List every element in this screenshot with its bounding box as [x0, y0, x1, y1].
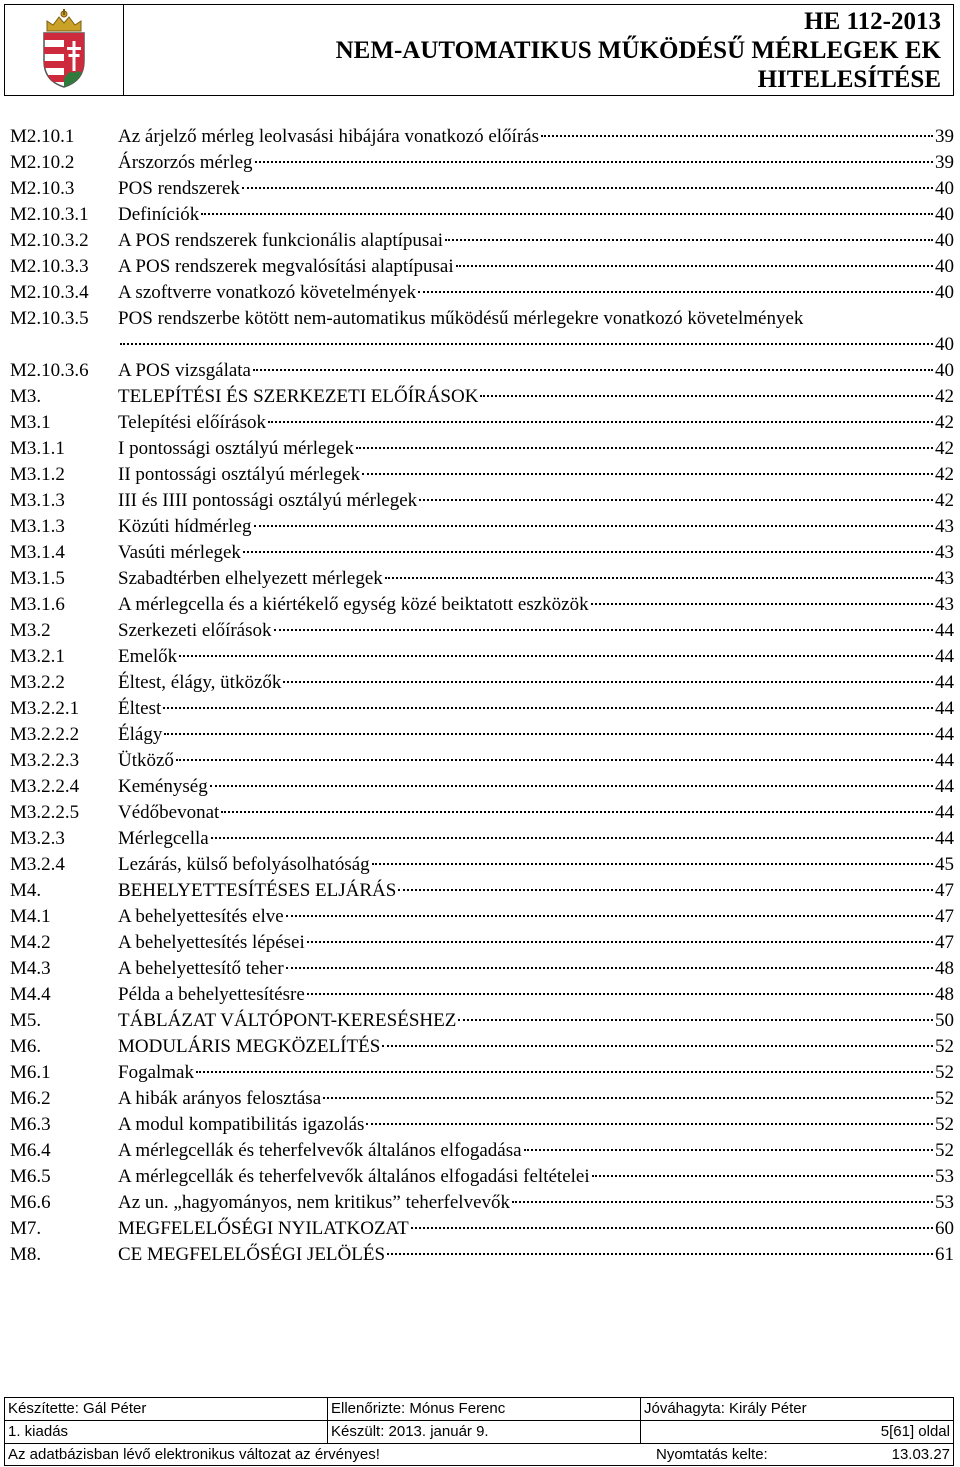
toc-entry-title: A mérlegcellák és teherfelvevők általános elfogadása	[118, 1140, 522, 1161]
toc-entry-page: 43	[935, 568, 954, 589]
toc-entry-page: 40	[935, 256, 954, 277]
toc-entry-line	[118, 332, 954, 358]
toc-entry-number: M4.	[10, 880, 42, 901]
toc-entry[interactable]	[10, 722, 954, 748]
toc-entry-line	[118, 878, 954, 904]
toc-dot-leader	[179, 654, 933, 657]
toc-entry-line	[118, 384, 954, 410]
toc-entry[interactable]	[10, 670, 954, 696]
toc-entry-number: M3.1.5	[10, 568, 65, 589]
toc-dot-leader	[445, 238, 933, 241]
toc-entry-title: Közúti hídmérleg	[118, 516, 252, 537]
toc-dot-leader	[164, 732, 933, 735]
toc-dot-leader	[382, 1044, 933, 1047]
toc-dot-leader	[201, 212, 933, 215]
toc-entry-line	[118, 254, 954, 280]
approved-by: Jóváhagyta: Király Péter	[641, 1398, 954, 1421]
toc-entry-page: 39	[935, 152, 954, 173]
toc-dot-leader	[221, 810, 933, 813]
toc-entry-line	[118, 800, 954, 826]
toc-entry[interactable]	[10, 566, 954, 592]
toc-entry-title: Ütköző	[118, 750, 174, 771]
toc-entry-line	[118, 514, 954, 540]
toc-entry-title: TELEPÍTÉSI ÉS SZERKEZETI ELŐÍRÁSOK	[118, 386, 479, 407]
toc-entry-line	[118, 1138, 954, 1164]
toc-dot-leader	[253, 368, 933, 371]
toc-entry[interactable]	[10, 1164, 954, 1190]
coat-of-arms-logo	[5, 5, 124, 95]
toc-entry-line	[118, 462, 954, 488]
toc-entry-line	[118, 436, 954, 462]
toc-entry-title: A POS rendszerek funkcionális alaptípusai	[118, 230, 444, 251]
toc-entry-line	[118, 904, 954, 930]
toc-entry-page: 47	[935, 906, 954, 927]
toc-entry-line	[118, 1112, 954, 1138]
toc-dot-leader	[254, 524, 934, 527]
toc-entry-line	[118, 618, 954, 644]
toc-dot-leader	[524, 1148, 933, 1151]
toc-entry-title: A behelyettesítés lépései	[118, 932, 305, 953]
toc-entry-page: 45	[935, 854, 954, 875]
toc-entry-number: M3.1.6	[10, 594, 65, 615]
toc-entry[interactable]	[10, 228, 954, 254]
toc-entry[interactable]	[10, 1086, 954, 1112]
toc-entry[interactable]	[10, 930, 954, 956]
toc-entry-line	[118, 540, 954, 566]
toc-dot-leader	[372, 862, 933, 865]
toc-entry[interactable]	[10, 410, 954, 436]
toc-entry-title: Szerkezeti előírások	[118, 620, 272, 641]
toc-entry-number: M2.10.3.2	[10, 230, 89, 251]
toc-entry-page: 48	[935, 984, 954, 1005]
toc-entry-line	[118, 696, 954, 722]
toc-entry-page: 44	[935, 828, 954, 849]
toc-entry-title: A modul kompatibilitás igazolás	[118, 1114, 365, 1135]
toc-entry-line	[118, 1008, 954, 1034]
toc-entry-number: M2.10.3.3	[10, 256, 89, 277]
toc-entry-number: M4.3	[10, 958, 51, 979]
toc-entry-page: 42	[935, 386, 954, 407]
toc-entry-line	[118, 202, 954, 228]
toc-dot-leader	[356, 446, 933, 449]
toc-entry-number: M2.10.3.6	[10, 360, 89, 381]
table-of-contents	[10, 124, 954, 1268]
toc-entry[interactable]	[10, 462, 954, 488]
toc-entry-title: Vasúti mérlegek	[118, 542, 241, 563]
toc-entry-number: M3.2.2.2	[10, 724, 80, 745]
toc-entry[interactable]	[10, 514, 954, 540]
page-footer	[4, 1397, 954, 1466]
toc-entry-title: Lezárás, külső befolyásolhatóság	[118, 854, 370, 875]
edition: 1. kiadás	[5, 1421, 328, 1444]
toc-entry-page: 42	[935, 464, 954, 485]
toc-entry[interactable]	[10, 878, 954, 904]
toc-entry-page: 39	[935, 126, 954, 147]
toc-entry-title: Éltest, élágy, ütközők	[118, 672, 282, 693]
toc-entry-page: 40	[935, 230, 954, 251]
toc-entry-page: 44	[935, 698, 954, 719]
toc-entry-title: I pontossági osztályú mérlegek	[118, 438, 354, 459]
page-header	[4, 4, 954, 96]
toc-dot-leader	[591, 602, 933, 605]
toc-entry-title: TÁBLÁZAT VÁLTÓPONT-KERESÉSHEZ	[118, 1010, 457, 1031]
toc-entry-line	[118, 306, 954, 332]
toc-entry-line	[118, 826, 954, 852]
toc-entry-page: 42	[935, 490, 954, 511]
toc-dot-leader	[255, 160, 933, 163]
toc-entry-number: M3.1.4	[10, 542, 65, 563]
toc-entry[interactable]	[10, 1060, 954, 1086]
toc-entry[interactable]	[10, 540, 954, 566]
toc-entry-page: 44	[935, 620, 954, 641]
toc-entry-page: 47	[935, 932, 954, 953]
toc-entry-title: MEGFELELŐSÉGI NYILATKOZAT	[118, 1218, 409, 1239]
toc-entry-page: 52	[935, 1088, 954, 1109]
toc-dot-leader	[366, 1122, 933, 1125]
toc-entry-line	[118, 1216, 954, 1242]
toc-entry-number: M8.	[10, 1244, 42, 1265]
toc-entry-line	[118, 852, 954, 878]
footer-table	[4, 1397, 954, 1444]
toc-entry-line	[118, 280, 954, 306]
toc-dot-leader	[387, 1252, 933, 1255]
toc-entry-number: M2.10.3.5	[10, 308, 89, 329]
toc-entry[interactable]	[10, 644, 954, 670]
toc-entry-line	[118, 410, 954, 436]
toc-entry-title: Élágy	[118, 724, 163, 745]
toc-entry-title: Az un. „hagyományos, nem kritikus” teherfelvevők	[118, 1192, 511, 1213]
toc-entry-page: 52	[935, 1140, 954, 1161]
toc-entry-number: M6.1	[10, 1062, 51, 1083]
toc-entry-title: Védőbevonat	[118, 802, 220, 823]
toc-entry-number: M2.10.2	[10, 152, 75, 173]
toc-entry-title: MODULÁRIS MEGKÖZELÍTÉS	[118, 1036, 381, 1057]
toc-dot-leader	[286, 914, 933, 917]
doc-title-line: HITELESÍTÉSE	[757, 66, 941, 93]
page-number: 5[61] oldal	[641, 1421, 954, 1444]
toc-entry-title: Példa a behelyettesítésre	[118, 984, 305, 1005]
toc-entry[interactable]	[10, 306, 954, 332]
toc-entry[interactable]	[10, 1138, 954, 1164]
toc-dot-leader	[163, 706, 933, 709]
toc-dot-leader	[196, 1070, 933, 1073]
toc-entry[interactable]	[10, 202, 954, 228]
doc-title-line: NEM-AUTOMATIKUS MŰKÖDÉSŰ MÉRLEGEK EK	[335, 37, 941, 64]
toc-entry[interactable]	[10, 280, 954, 306]
toc-entry-number: M4.4	[10, 984, 51, 1005]
toc-entry-title: A behelyettesítés elve	[118, 906, 284, 927]
toc-entry-line	[118, 1190, 954, 1216]
toc-entry[interactable]	[10, 904, 954, 930]
toc-entry-line	[118, 1164, 954, 1190]
toc-entry-number: M2.10.3.4	[10, 282, 89, 303]
toc-entry-title: A behelyettesítő teher	[118, 958, 284, 979]
toc-entry-number: M6.	[10, 1036, 42, 1057]
toc-dot-leader	[323, 1096, 933, 1099]
print-date-label: Nyomtatás kelte:	[656, 1446, 768, 1463]
toc-entry-page: 48	[935, 958, 954, 979]
toc-entry-line	[118, 982, 954, 1008]
toc-dot-leader	[268, 420, 933, 423]
toc-dot-leader	[211, 836, 933, 839]
toc-entry[interactable]	[10, 488, 954, 514]
toc-entry-number: M3.2.2.4	[10, 776, 80, 797]
toc-entry-number: M4.2	[10, 932, 51, 953]
toc-entry-page: 40	[935, 360, 954, 381]
toc-entry-number: M2.10.3.1	[10, 204, 89, 225]
toc-entry-line	[118, 228, 954, 254]
toc-dot-leader	[243, 550, 933, 553]
toc-entry-number: M3.2	[10, 620, 51, 641]
toc-entry[interactable]	[10, 956, 954, 982]
toc-entry-title: Definíciók	[118, 204, 200, 225]
toc-entry-page: 43	[935, 594, 954, 615]
toc-entry-number: M6.6	[10, 1192, 51, 1213]
toc-entry-number: M4.1	[10, 906, 51, 927]
toc-entry-page: 44	[935, 802, 954, 823]
toc-dot-leader	[307, 992, 933, 995]
toc-entry-number: M3.1.3	[10, 516, 65, 537]
toc-entry-number: M3.2.2.1	[10, 698, 80, 719]
toc-entry[interactable]	[10, 826, 954, 852]
toc-dot-leader	[283, 680, 933, 683]
toc-entry-title: II pontossági osztályú mérlegek	[118, 464, 361, 485]
toc-entry-line	[118, 1034, 954, 1060]
toc-dot-leader	[411, 1226, 933, 1229]
toc-entry-number: M2.10.3	[10, 178, 75, 199]
coat-of-arms-icon	[39, 9, 89, 89]
toc-entry-title: Fogalmak	[118, 1062, 194, 1083]
toc-entry[interactable]	[10, 384, 954, 410]
toc-entry-line	[118, 488, 954, 514]
toc-entry-title: Árszorzós mérleg	[118, 152, 253, 173]
toc-entry-number: M3.2.1	[10, 646, 65, 667]
toc-dot-leader	[242, 186, 933, 189]
toc-entry-page: 44	[935, 776, 954, 797]
toc-entry[interactable]	[10, 800, 954, 826]
toc-entry[interactable]	[10, 254, 954, 280]
toc-dot-leader	[120, 342, 933, 345]
toc-entry-number: M3.1.1	[10, 438, 65, 459]
toc-entry-page: 40	[935, 178, 954, 199]
toc-entry-number: M3.1.3	[10, 490, 65, 511]
toc-entry-page: 42	[935, 438, 954, 459]
toc-entry-number: M6.2	[10, 1088, 51, 1109]
toc-entry[interactable]	[10, 774, 954, 800]
toc-entry[interactable]	[10, 358, 954, 384]
toc-entry-title: CE MEGFELELŐSÉGI JELÖLÉS	[118, 1244, 386, 1265]
footer-notice-row	[4, 1444, 954, 1466]
toc-entry-title: Keménység	[118, 776, 208, 797]
toc-dot-leader	[418, 290, 933, 293]
toc-entry[interactable]	[10, 592, 954, 618]
toc-entry[interactable]	[10, 1242, 954, 1268]
toc-entry-title: POS rendszerek	[118, 178, 240, 199]
toc-entry[interactable]	[10, 1190, 954, 1216]
toc-entry-page: 53	[935, 1192, 954, 1213]
toc-entry-number: M3.2.2	[10, 672, 65, 693]
toc-dot-leader	[286, 966, 933, 969]
toc-entry[interactable]	[10, 618, 954, 644]
validity-notice: Az adatbázisban lévő elektronikus változat az érvényes!	[8, 1446, 380, 1463]
toc-entry-page: 40	[935, 282, 954, 303]
toc-entry-page: 40	[935, 334, 954, 355]
toc-entry-line	[118, 592, 954, 618]
toc-entry[interactable]	[10, 696, 954, 722]
toc-entry-page: 43	[935, 542, 954, 563]
toc-entry-page: 61	[935, 1244, 954, 1265]
toc-entry-page: 42	[935, 412, 954, 433]
toc-entry-number: M2.10.1	[10, 126, 75, 147]
toc-entry-page: 60	[935, 1218, 954, 1239]
toc-dot-leader	[592, 1174, 933, 1177]
toc-entry-line	[118, 358, 954, 384]
toc-entry-page: 47	[935, 880, 954, 901]
toc-entry-number: M6.3	[10, 1114, 51, 1135]
toc-entry-line	[118, 1086, 954, 1112]
toc-dot-leader	[456, 264, 933, 267]
toc-entry[interactable]	[10, 150, 954, 176]
toc-entry[interactable]	[10, 1112, 954, 1138]
toc-entry-page: 44	[935, 672, 954, 693]
toc-entry-line	[118, 774, 954, 800]
toc-entry[interactable]	[10, 1034, 954, 1060]
toc-entry-number: M6.4	[10, 1140, 51, 1161]
toc-entry-page: 43	[935, 516, 954, 537]
toc-entry-page: 52	[935, 1062, 954, 1083]
toc-entry-title: Emelők	[118, 646, 178, 667]
toc-entry-number: M3.1	[10, 412, 51, 433]
toc-entry[interactable]	[10, 1008, 954, 1034]
toc-dot-leader	[176, 758, 933, 761]
toc-entry-title: A POS vizsgálata	[118, 360, 251, 381]
toc-dot-leader	[274, 628, 933, 631]
toc-entry-line	[118, 670, 954, 696]
toc-dot-leader	[512, 1200, 933, 1203]
toc-entry-title: POS rendszerbe kötött nem-automatikus működésű mérlegekre vonatkozó követelmények	[118, 308, 804, 329]
toc-entry-number: M3.2.2.3	[10, 750, 80, 771]
toc-entry-line	[118, 722, 954, 748]
toc-dot-leader	[307, 940, 933, 943]
toc-entry-number: M3.2.4	[10, 854, 65, 875]
toc-entry-title: Telepítési előírások	[118, 412, 266, 433]
toc-entry-page: 53	[935, 1166, 954, 1187]
toc-dot-leader	[541, 134, 933, 137]
toc-entry-page: 50	[935, 1010, 954, 1031]
toc-dot-leader	[458, 1018, 933, 1021]
toc-entry[interactable]	[10, 1216, 954, 1242]
toc-entry-title: A mérlegcella és a kiértékelő egység közé beiktatott eszközök	[118, 594, 589, 615]
toc-entry[interactable]	[10, 176, 954, 202]
toc-entry-page: 52	[935, 1114, 954, 1135]
toc-entry-page: 40	[935, 204, 954, 225]
toc-dot-leader	[480, 394, 933, 397]
toc-entry-title: A szoftverre vonatkozó követelmények	[118, 282, 417, 303]
toc-entry-number: M5.	[10, 1010, 42, 1031]
toc-entry-title: Az árjelző mérleg leolvasási hibájára vonatkozó előírás	[118, 126, 539, 147]
toc-entry-page: 44	[935, 646, 954, 667]
created-date: Készült: 2013. január 9.	[328, 1421, 641, 1444]
toc-entry-page: 52	[935, 1036, 954, 1057]
toc-entry[interactable]	[10, 332, 954, 358]
toc-entry[interactable]	[10, 436, 954, 462]
toc-entry-line	[118, 1242, 954, 1268]
toc-dot-leader	[419, 498, 933, 501]
toc-entry-number: M7.	[10, 1218, 42, 1239]
toc-entry[interactable]	[10, 124, 954, 150]
toc-entry-title: Mérlegcella	[118, 828, 209, 849]
toc-entry[interactable]	[10, 852, 954, 878]
toc-entry-number: M3.	[10, 386, 42, 407]
toc-entry-number: M3.1.2	[10, 464, 65, 485]
toc-entry-line	[118, 956, 954, 982]
print-date: 13.03.27	[891, 1446, 950, 1463]
toc-dot-leader	[210, 784, 933, 787]
checked-by: Ellenőrizte: Mónus Ferenc	[328, 1398, 641, 1421]
toc-entry-title: BEHELYETTESÍTÉSES ELJÁRÁS	[118, 880, 397, 901]
toc-entry-number: M6.5	[10, 1166, 51, 1187]
document-title	[123, 5, 953, 95]
toc-entry[interactable]	[10, 982, 954, 1008]
toc-entry-page: 44	[935, 750, 954, 771]
toc-entry-title: III és IIII pontossági osztályú mérlegek	[118, 490, 418, 511]
toc-entry-title: Éltest	[118, 698, 162, 719]
toc-entry-line	[118, 124, 954, 150]
toc-dot-leader	[398, 888, 933, 891]
toc-entry-line	[118, 566, 954, 592]
toc-entry-line	[118, 748, 954, 774]
toc-entry-line	[118, 930, 954, 956]
toc-entry-line	[118, 176, 954, 202]
toc-entry-line	[118, 150, 954, 176]
toc-dot-leader	[385, 576, 933, 579]
toc-entry-page: 44	[935, 724, 954, 745]
toc-entry-number: M3.2.3	[10, 828, 65, 849]
toc-entry-line	[118, 1060, 954, 1086]
prepared-by: Készítette: Gál Péter	[5, 1398, 328, 1421]
toc-entry-line	[118, 644, 954, 670]
toc-entry-number: M3.2.2.5	[10, 802, 80, 823]
toc-entry[interactable]	[10, 748, 954, 774]
toc-entry-title: A mérlegcellák és teherfelvevők általános elfogadási feltételei	[118, 1166, 590, 1187]
doc-code: HE 112-2013	[804, 8, 941, 35]
toc-entry-title: A POS rendszerek megvalósítási alaptípusai	[118, 256, 454, 277]
toc-entry-title: A hibák arányos felosztása	[118, 1088, 322, 1109]
toc-dot-leader	[362, 472, 933, 475]
toc-entry-title: Szabadtérben elhelyezett mérlegek	[118, 568, 383, 589]
